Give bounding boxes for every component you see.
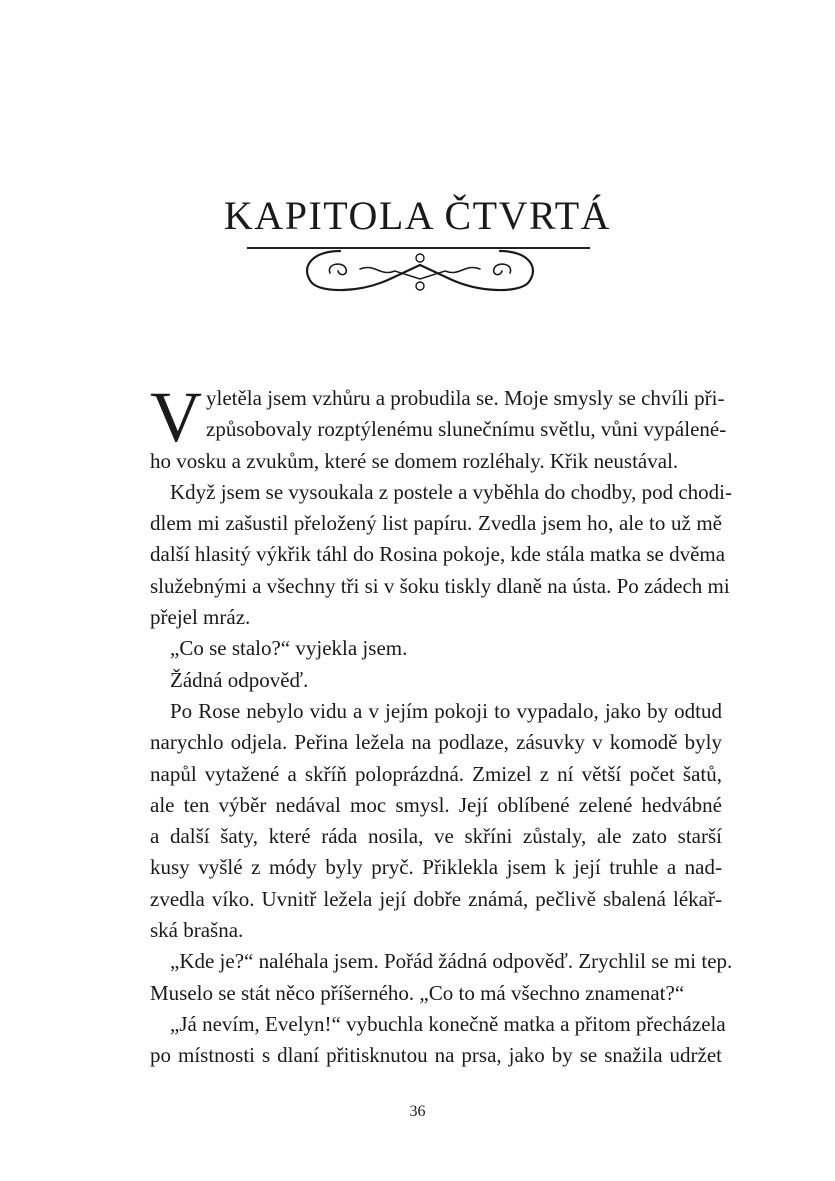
text-line: kusy vyšlé z módy byly pryč. Přiklekla jsem k její truhle a nad-	[150, 855, 722, 880]
drop-cap: V	[150, 377, 202, 457]
body-text	[150, 377, 733, 1072]
text-line: a další šaty, které ráda nosila, ve skříni zůstaly, ale zato starší	[150, 824, 722, 849]
text-line: služebnými a všechny tři si v šoku tiskly dlaně na ústa. Po zádech mi	[150, 573, 730, 598]
text-line: další hlasitý výkřik táhl do Rosina pokoje, kde stála matka se dvěma	[150, 542, 726, 567]
text-line: „Kde je?“ naléhala jsem. Pořád žádná odpověď. Zrychlil se mi tep.	[170, 949, 733, 974]
text-line: dlem mi zašustil přeložený list papíru. Zvedla jsem ho, ale to už mě	[150, 511, 722, 536]
text-line: „Já nevím, Evelyn!“ vybuchla konečně matka a přitom přecházela	[170, 1011, 726, 1036]
text-line: Muselo se stát něco příšerného. „Co to má všechno znamenat?“	[150, 980, 685, 1005]
text-line: způsobovaly rozptýlenému slunečnímu světlu, vůni vypálené-	[206, 417, 727, 442]
text-line: Žádná odpověď.	[170, 667, 309, 692]
text-line: napůl vytažené a skříň poloprázdná. Zmizel z ní větší počet šatů,	[150, 761, 722, 786]
text-line: ská brašna.	[150, 918, 244, 943]
text-line: „Co se stalo?“ vyjekla jsem.	[170, 636, 408, 661]
text-line: zvedla víko. Uvnitř ležela její dobře známá, pečlivě sbalená lékař-	[150, 886, 722, 911]
text-line: ho vosku a zvukům, které se domem rozléhaly. Křik neustával.	[150, 448, 679, 473]
text-line: přejel mráz.	[150, 605, 251, 630]
text-lines	[150, 377, 733, 1072]
text-line: ale ten výběr nedával moc smysl. Její oblíbené zelené hedvábné	[150, 792, 722, 817]
page-number: 36	[409, 1103, 426, 1120]
text-line: Po Rose nebylo vidu a v jejím pokoji to vypadalo, jako by odtud	[170, 698, 722, 723]
text-line: narychlo odjela. Peřina ležela na podlaze, zásuvky v komodě byly	[150, 730, 722, 755]
text-line: Když jsem se vysoukala z postele a vyběhla do chodby, pod chodi-	[170, 479, 732, 504]
text-line: yletěla jsem vzhůru a probudila se. Moje smysly se chvíli při-	[206, 386, 725, 410]
flourish-ornament-icon	[300, 249, 540, 297]
text-line: po místnosti s dlaní přitisknutou na prsa, jako by se snažila udržet	[150, 1043, 722, 1068]
chapter-title: KAPITOLA ČTVRTÁ	[223, 193, 612, 238]
